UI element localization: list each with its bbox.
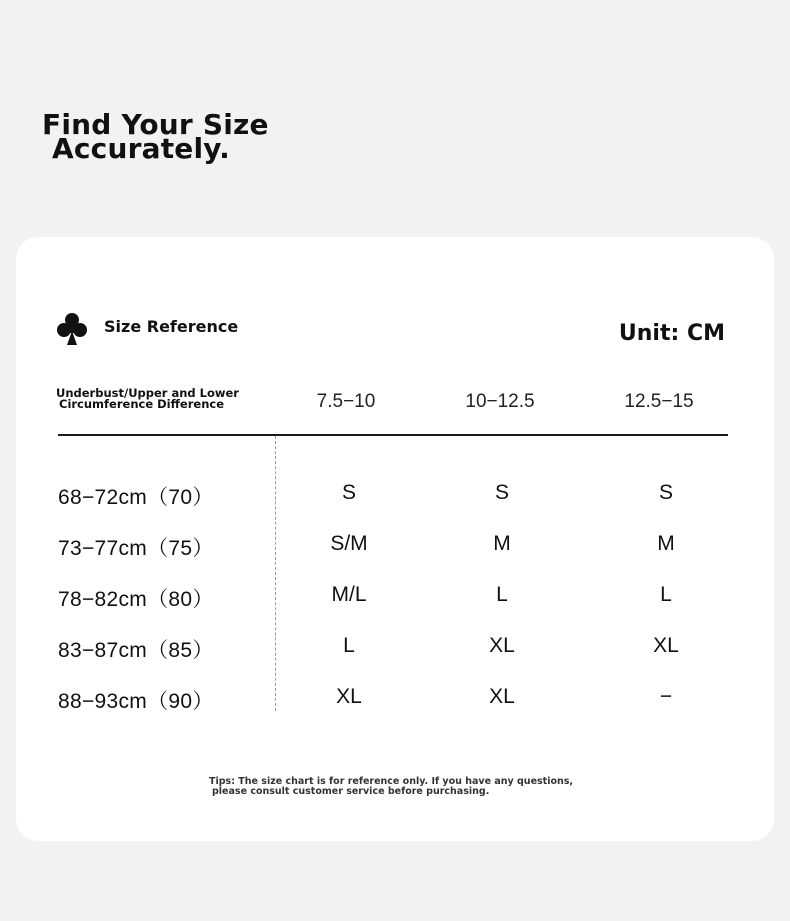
size-chart-card [16, 237, 774, 841]
tips-line-1: Tips: The size chart is for reference only. If you have any questions, [209, 776, 574, 787]
size-cell: XL [336, 685, 362, 708]
size-cell: M [493, 532, 511, 555]
row-label: 73−77cm（75） [58, 537, 214, 560]
page-title-line-1: Find Your Size [42, 108, 269, 141]
table-row [16, 520, 774, 571]
difference-column-header [56, 388, 266, 410]
table-row [16, 622, 774, 673]
page-title-line-2: Accurately. [52, 132, 230, 165]
section-title: Size Reference [104, 316, 239, 336]
column-header: 10−12.5 [465, 391, 535, 412]
size-cell: L [496, 583, 508, 606]
row-label: 68−72cm（70） [58, 486, 214, 509]
size-cell: XL [653, 634, 679, 657]
column-header: 7.5−10 [316, 391, 376, 412]
size-cell: M [657, 532, 675, 555]
club-suit-icon [56, 311, 88, 347]
table-row [16, 469, 774, 520]
size-cell: S [658, 481, 674, 504]
difference-header-line-1: Underbust/Upper and Lower [56, 386, 239, 400]
size-cell: S [341, 481, 357, 504]
table-row [16, 571, 774, 622]
page-title [42, 108, 269, 165]
row-label: 88−93cm（90） [58, 690, 214, 713]
size-cell: XL [489, 634, 515, 657]
size-cell: L [660, 583, 672, 606]
size-cell: XL [489, 685, 515, 708]
size-cell: L [343, 634, 355, 657]
size-cell: S/M [330, 532, 368, 555]
tips-note [209, 777, 573, 797]
header-divider [58, 434, 728, 436]
table-row [16, 673, 774, 724]
row-label: 78−82cm（80） [58, 588, 214, 611]
row-label: 83−87cm（85） [58, 639, 214, 662]
size-cell: M/L [331, 583, 367, 606]
unit-label: Unit: CM [618, 321, 725, 346]
difference-header-line-2: Circumference Difference [59, 397, 224, 411]
table-header [56, 387, 728, 413]
size-cell: S [494, 481, 510, 504]
size-table-body [16, 469, 774, 724]
tips-line-2: please consult customer service before purchasing. [212, 786, 490, 797]
size-cell: − [659, 685, 673, 708]
column-header: 12.5−15 [624, 391, 694, 412]
section-header [56, 311, 238, 347]
